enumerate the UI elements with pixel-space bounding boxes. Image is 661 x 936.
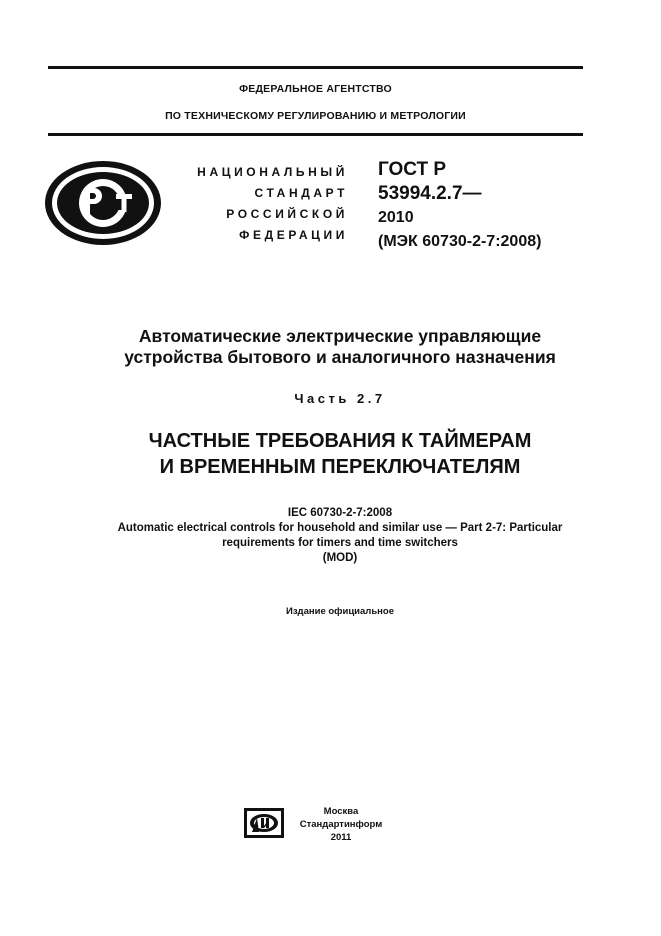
national-standard-line-4: ФЕДЕРАЦИИ [239,228,348,242]
document-subtitle [40,428,640,480]
national-standard-line-1: НАЦИОНАЛЬНЫЙ [197,165,348,179]
rst-certification-logo-icon [42,158,164,253]
standartinform-logo-icon [244,808,284,843]
gost-line-1: ГОСТ Р [378,159,447,180]
gost-line-4: (МЭК 60730-2-7:2008) [378,233,542,250]
national-standard-line-3: РОССИЙСКОЙ [226,207,348,221]
agency-line-2: ПО ТЕХНИЧЕСКОМУ РЕГУЛИРОВАНИЮ И МЕТРОЛОГИИ [165,110,466,122]
agency-line-1: ФЕДЕРАЛЬНОЕ АГЕНТСТВО [239,83,392,95]
subtitle-line-2: И ВРЕМЕННЫМ ПЕРЕКЛЮЧАТЕЛЯМ [159,456,521,478]
part-number: Часть 2.7 [294,391,386,406]
edition-label: Издание официальное [286,606,394,617]
gost-line-2: 53994.2.7— [378,183,482,204]
iec-line-2: Automatic electrical controls for household and similar use — Part 2-7: Particular [117,522,563,534]
iec-line-3: requirements for timers and time switchers [222,537,458,549]
publisher-city: Москва [323,806,359,817]
iec-line-4: (MOD) [322,552,358,564]
iec-reference [30,506,650,566]
top-rule [48,66,583,69]
subtitle-line-1: ЧАСТНЫЕ ТРЕБОВАНИЯ К ТАЙМЕРАМ [148,430,532,452]
header-rule [48,133,583,136]
gost-designation [378,158,638,254]
title-line-2: устройства бытового и аналогичного назначения [124,347,556,367]
iec-line-1: IEC 60730-2-7:2008 [287,507,393,519]
publisher-name: Стандартинформ [299,819,383,830]
gost-line-3: 2010 [378,209,414,226]
national-standard-block [180,162,348,246]
title-line-1: Автоматические электрические управляющие [138,326,542,346]
document-title [40,326,640,368]
publisher-block [292,805,390,844]
national-standard-line-2: СТАНДАРТ [254,186,348,200]
publisher-year: 2011 [330,832,352,843]
